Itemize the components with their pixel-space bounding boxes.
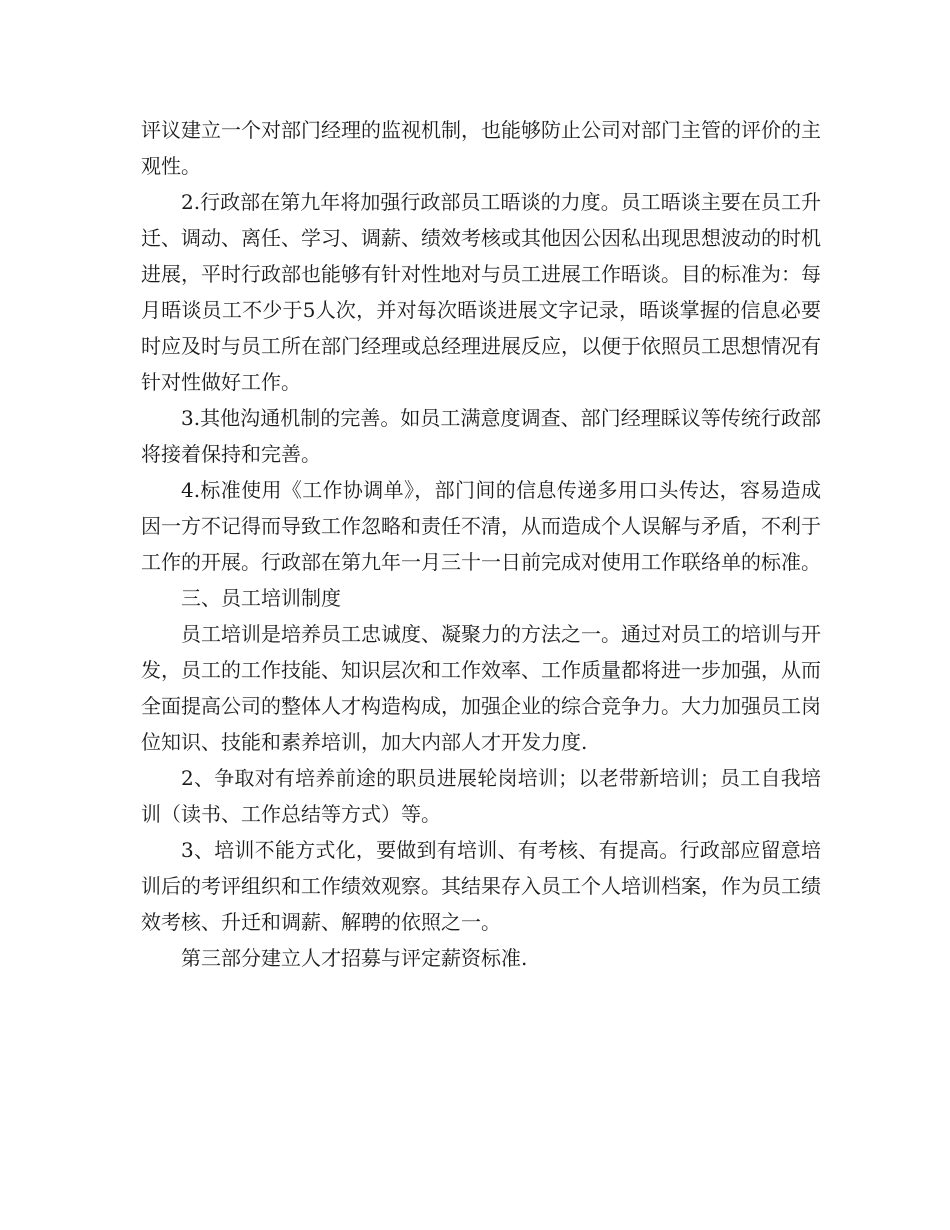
paragraph-8: 3、培训不能方式化，要做到有培训、有考核、有提高。行政部应留意培训后的考评组织和工作绩效观察。其结果存入员工个人培训档案，作为员工绩效考核、升迁和调薪、解聘的依照之一。 [141,838,821,934]
paragraph-2: 2.行政部在第九年将加强行政部员工晤谈的力度。员工晤谈主要在员工升迁、调动、离任、学习、调薪、绩效考核或其他因公因私出现思想波动的时机进展，平时行政部也能够有针对性地对与员工进展工作晤谈。目的标准为：每月晤谈员工不少于5人次，并对每次晤谈进展文字记录，晤谈掌握的信息必要时应及时与员工所在部门经理或总经理进展反应，以便于依照员工思想情况有针对性做好工作。 [141,190,821,394]
paragraph-4: 4.标准使用《工作协调单》，部门间的信息传递多用口头传达，容易造成因一方不记得而导致工作忽略和责任不清，从而造成个人误解与矛盾，不利于工作的开展。行政部在第九年一月三十一日前完成对使用工作联络单的标准。 [141,478,821,574]
paragraph-1: 评议建立一个对部门经理的监视机制，也能够防止公司对部门主管的评价的主观性。 [141,118,821,178]
section-heading-training: 三、员工培训制度 [181,586,341,610]
paragraph-7: 2、争取对有培养前途的职员进展轮岗培训；以老带新培训；员工自我培训（读书、工作总结等方式）等。 [141,766,821,826]
paragraph-6: 员工培训是培养员工忠诚度、凝聚力的方法之一。通过对员工的培训与开发，员工的工作技能、知识层次和工作效率、工作质量都将进一步加强，从而全面提高公司的整体人才构造构成，加强企业的综合竞争力。大力加强员工岗位知识、技能和素养培训，加大内部人才开发力度. [141,622,821,754]
paragraph-3: 3.其他沟通机制的完善。如员工满意度调查、部门经理睬议等传统行政部将接着保持和完善。 [141,406,821,466]
document-body [141,112,821,976]
paragraph-9: 第三部分建立人才招募与评定薪资标准. [181,946,528,970]
